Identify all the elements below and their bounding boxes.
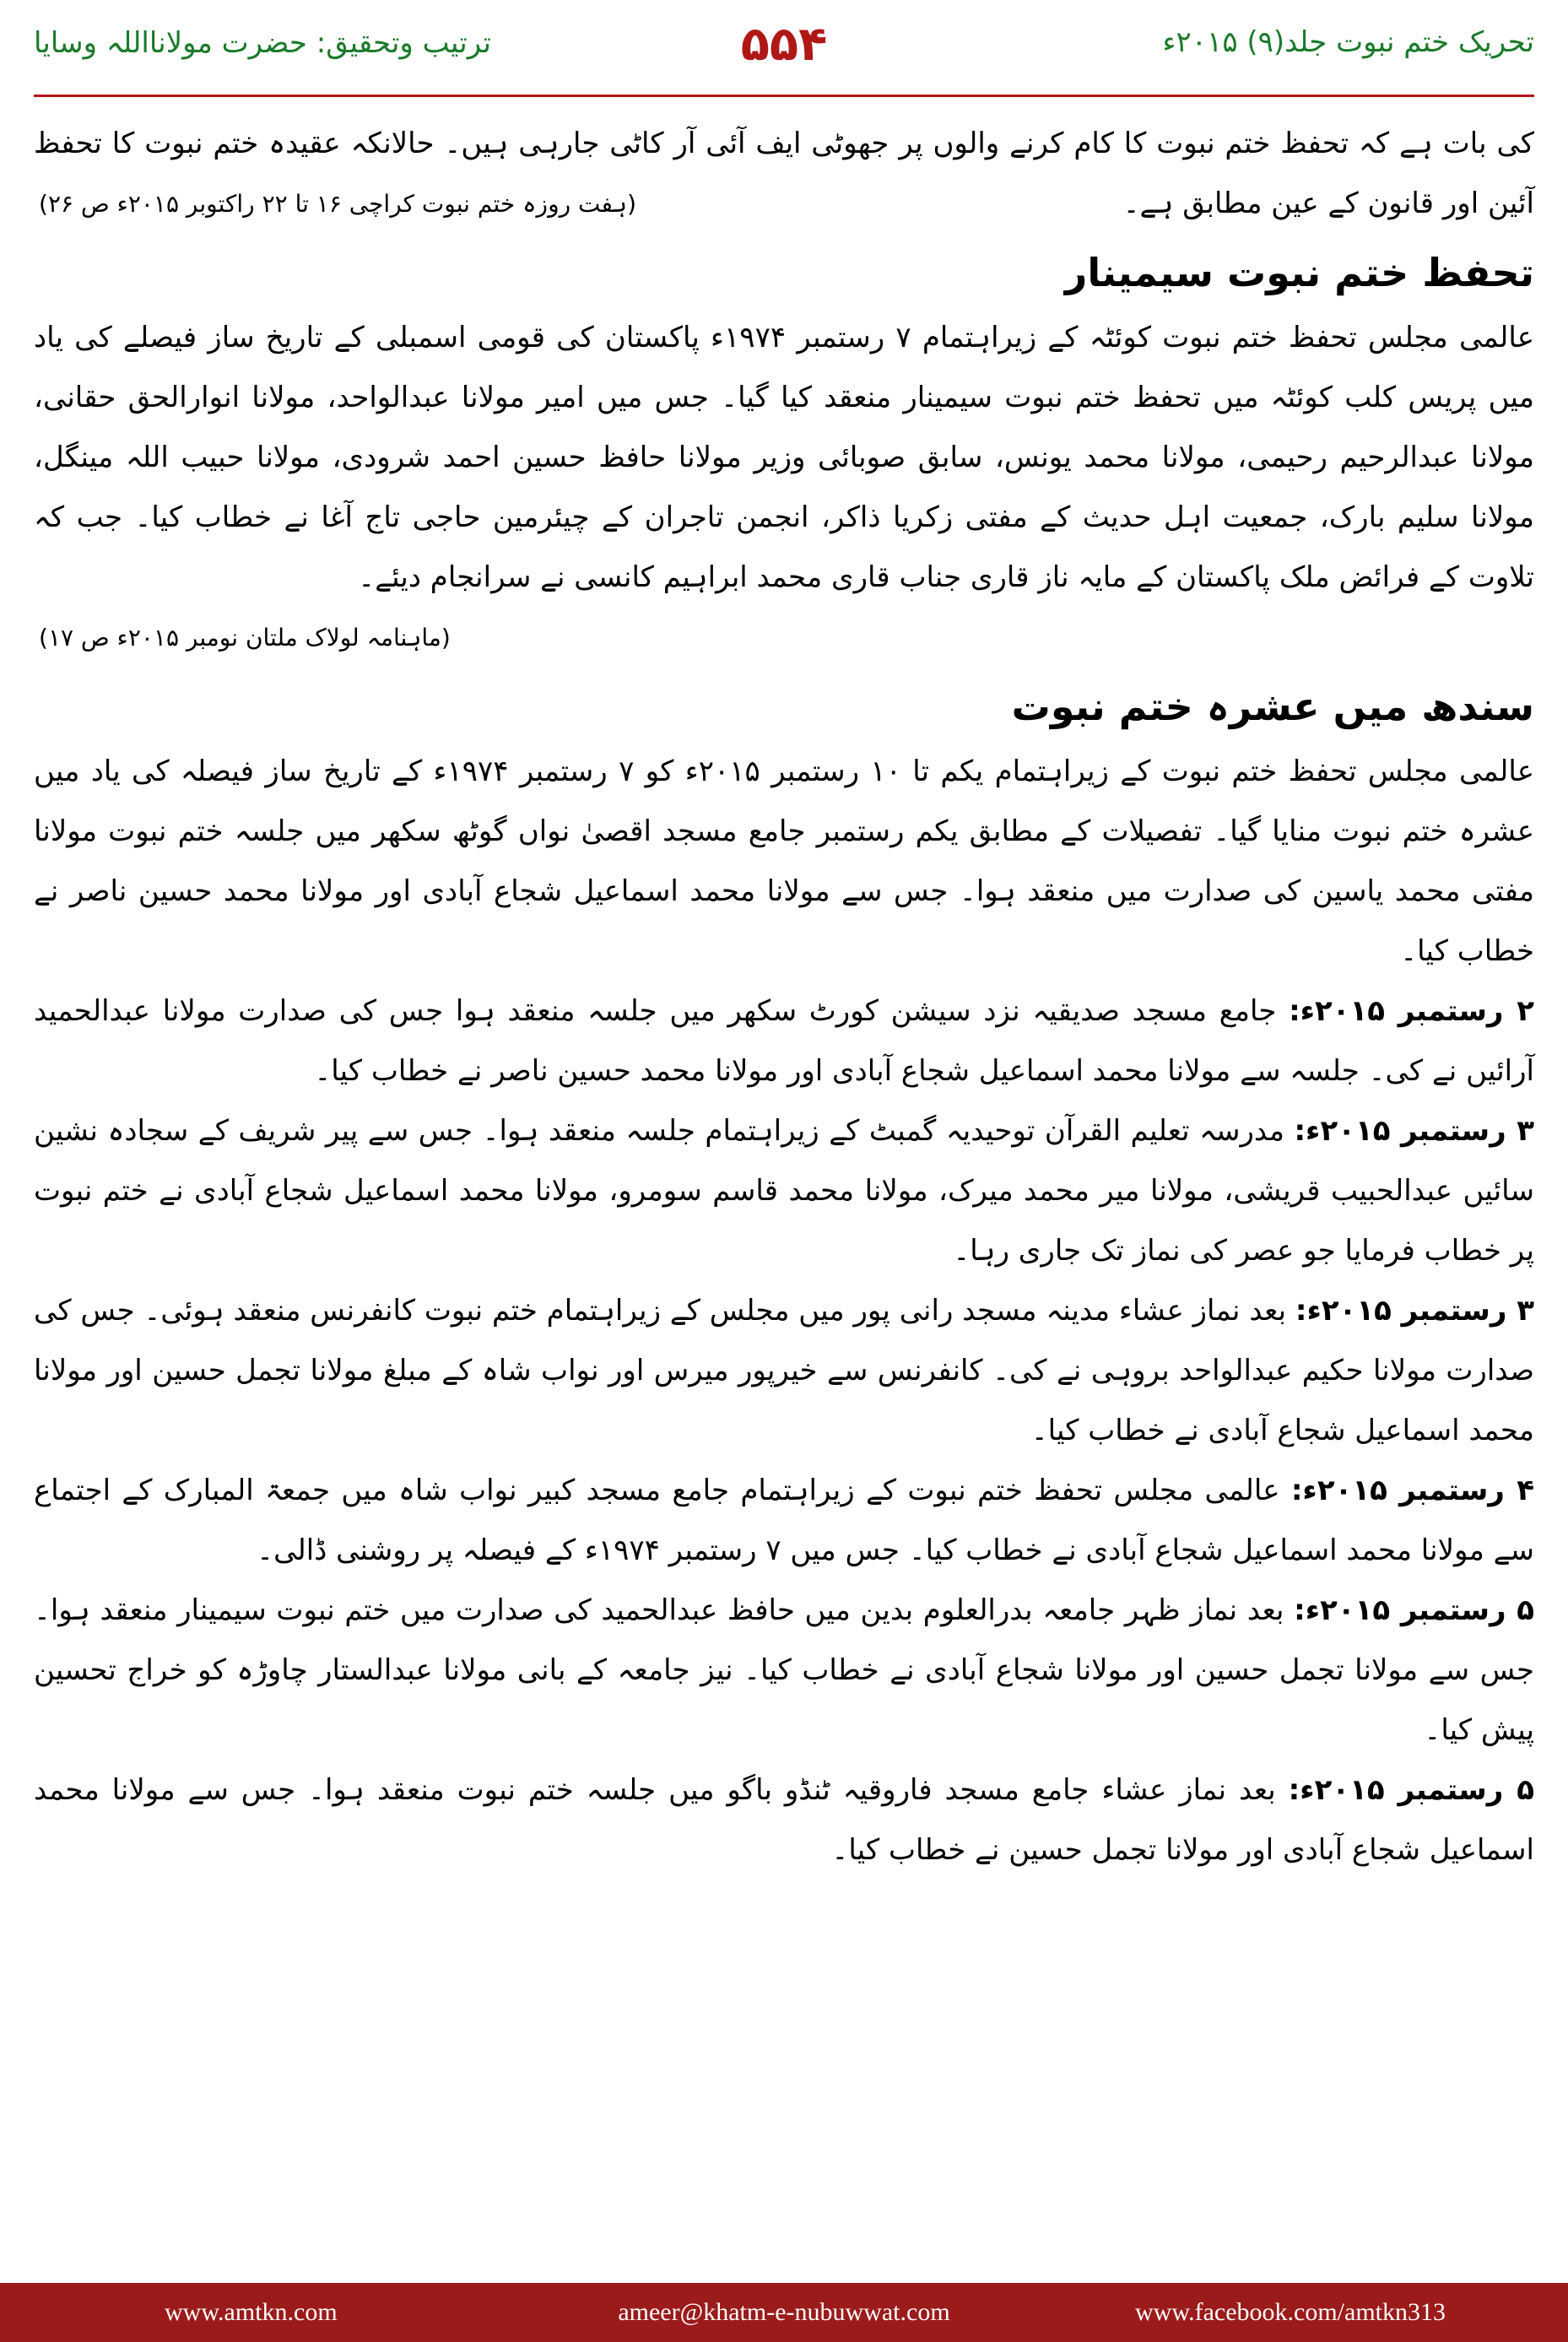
header-compiler: ترتیب وتحقیق: حضرت مولانااللہ وسایا bbox=[34, 26, 491, 60]
entry-date: ۳ رستمبر ۲۰۱۵ء: bbox=[1294, 1114, 1534, 1148]
list-item bbox=[34, 1281, 1534, 1461]
entry-text: بعد نماز عشاء مدینہ مسجد رانی پور میں مجلس کے زیراہتمام ختم نبوت کانفرنس منعقد ہوئی۔ جس کی صدارت مولانا حکیم عبدالواحد بروہی نے کی۔ کانفرنس سے خیرپور میرس اور نواب شاہ کے مبلغ مولانا تجمل حسین اور مولانا محمد اسماعیل شجاع آبادی نے خطاب کیا۔ bbox=[34, 1294, 1534, 1447]
entry-text: بعد نماز عشاء جامع مسجد فاروقیہ ٹنڈو باگو میں جلسہ ختم نبوت منعقد ہوا۔ جس سے مولانا محمد اسماعیل شجاع آبادی اور مولانا تجمل حسین نے خطاب کیا۔ bbox=[34, 1773, 1534, 1867]
entry-date: ۳ رستمبر ۲۰۱۵ء: bbox=[1295, 1294, 1534, 1328]
section1-paragraph bbox=[34, 308, 1534, 652]
intro-text: کی بات ہے کہ تحفظ ختم نبوت کا کام کرنے والوں پر جھوٹی ایف آئی آر کاٹی جارہی ہیں۔ حالانکہ عقیدہ ختم نبوت کا تحفظ آئین اور قانون کے عین مطابق ہے۔ bbox=[34, 127, 1534, 220]
entry-date: ۲ رستمبر ۲۰۱۵ء: bbox=[1289, 994, 1534, 1028]
list-item bbox=[34, 1461, 1534, 1581]
list-item bbox=[34, 1761, 1534, 1880]
footer-email-link[interactable]: ameer@khatm-e-nubuwwat.com bbox=[618, 2298, 950, 2326]
section1-citation: (ماہنامہ لولاک ملتان نومبر ۲۰۱۵ء ص ۱۷) bbox=[39, 624, 451, 652]
header-book-title: تحریک ختم نبوت جلد(۹) ۲۰۱۵ء bbox=[1162, 25, 1534, 59]
list-item bbox=[34, 1101, 1534, 1281]
footer-website-link[interactable]: www.amtkn.com bbox=[165, 2298, 338, 2326]
entry-date: ۵ رستمبر ۲۰۱۵ء: bbox=[1294, 1593, 1534, 1627]
section1-text: عالمی مجلس تحفظ ختم نبوت کوئٹہ کے زیراہتمام ۷ رستمبر ۱۹۷۴ء پاکستان کی قومی اسمبلی کے تاریخ ساز فیصلے کی یاد میں پریس کلب کوئٹہ میں تحفظ ختم نبوت سیمینار منعقد کیا گیا۔ جس میں امیر مولانا عبدالواحد، مولانا انوارالحق حقانی، مولانا عبدالرحیم رحیمی، مولانا محمد یونس، سابق صوبائی وزیر مولانا حافظ حسین احمد شرودی، مولانا حبیب اللہ مینگل، مولانا سلیم بارک، جمعیت اہل حدیث کے مفتی زکریا ذاکر، انجمن تاجران کے چیئرمین حاجی تاج آغا نے خطاب کیا۔ جب کہ تلاوت کے فرائض ملک پاکستان کے مایہ ناز قاری جناب قاری محمد ابراہیم کانسی نے سرانجام دیئے۔ bbox=[34, 321, 1534, 594]
header-divider bbox=[34, 95, 1534, 97]
entry-text: مدرسہ تعلیم القرآن توحیدیہ گمبٹ کے زیراہتمام جلسہ منعقد ہوا۔ جس سے پیر شریف کے سجادہ نشین سائیں عبدالحبیب قریشی، مولانا میر محمد میرک، مولانا محمد قاسم سومرو، مولانا محمد اسماعیل شجاع آبادی نے ختم نبوت پر خطاب فرمایا جو عصر کی نماز تک جاری رہا۔ bbox=[34, 1114, 1534, 1268]
page-footer bbox=[0, 2283, 1568, 2342]
footer-facebook-link[interactable]: www.facebook.com/amtkn313 bbox=[1135, 2298, 1446, 2326]
page-body bbox=[34, 114, 1534, 1880]
entry-text: جامع مسجد صدیقیہ نزد سیشن کورٹ سکھر میں جلسہ منعقد ہوا جس کی صدارت مولانا عبدالحمید آرائیں نے کی۔ جلسہ سے مولانا محمد اسماعیل شجاع آبادی اور مولانا محمد حسین ناصر نے خطاب کیا۔ bbox=[34, 994, 1534, 1088]
intro-paragraph bbox=[34, 114, 1534, 234]
section1-heading: تحفظ ختم نبوت سیمینار bbox=[1064, 250, 1534, 295]
intro-citation: (ہفت روزہ ختم نبوت کراچی ۱۶ تا ۲۲ راکتوبر ۲۰۱۵ء ص ۲۶) bbox=[39, 190, 636, 218]
list-item bbox=[34, 1581, 1534, 1761]
page-header bbox=[0, 0, 1568, 101]
entry-text: بعد نماز ظہر جامعہ بدرالعلوم بدین میں حافظ عبدالحمید کی صدارت میں ختم نبوت سیمینار منعقد ہوا۔ جس سے مولانا تجمل حسین اور مولانا شجاع آبادی نے خطاب کیا۔ نیز جامعہ کے بانی مولانا عبدالستار چاوڑہ کو خراج تحسین پیش کیا۔ bbox=[34, 1593, 1534, 1747]
list-item bbox=[34, 982, 1534, 1101]
entry-date: ۴ رستمبر ۲۰۱۵ء: bbox=[1290, 1474, 1534, 1507]
section2-heading: سندھ میں عشرہ ختم نبوت bbox=[1011, 684, 1534, 729]
section2-intro: عالمی مجلس تحفظ ختم نبوت کے زیراہتمام یکم تا ۱۰ رستمبر ۲۰۱۵ء کو ۷ رستمبر ۱۹۷۴ء کے تاریخ ساز فیصلہ کی یاد میں عشرہ ختم نبوت منایا گیا۔ تفصیلات کے مطابق یکم رستمبر جامع مسجد اقصیٰ نواں گوٹھ سکھر میں جلسہ ختم نبوت مولانا مفتی محمد یاسین کی صدارت میں منعقد ہوا۔ جس سے مولانا محمد اسماعیل شجاع آبادی اور مولانا محمد حسین ناصر نے خطاب کیا۔ bbox=[34, 755, 1534, 968]
entry-text: عالمی مجلس تحفظ ختم نبوت کے زیراہتمام جامع مسجد کبیر نواب شاہ میں جمعۃ المبارک کے اجتماع سے مولانا محمد اسماعیل شجاع آبادی نے خطاب کیا۔ جس میں ۷ رستمبر ۱۹۷۴ء کے فیصلہ پر روشنی ڈالی۔ bbox=[34, 1474, 1534, 1567]
entry-date: ۵ رستمبر ۲۰۱۵ء: bbox=[1288, 1773, 1535, 1807]
page-number: ۵۵۴ bbox=[740, 17, 828, 72]
